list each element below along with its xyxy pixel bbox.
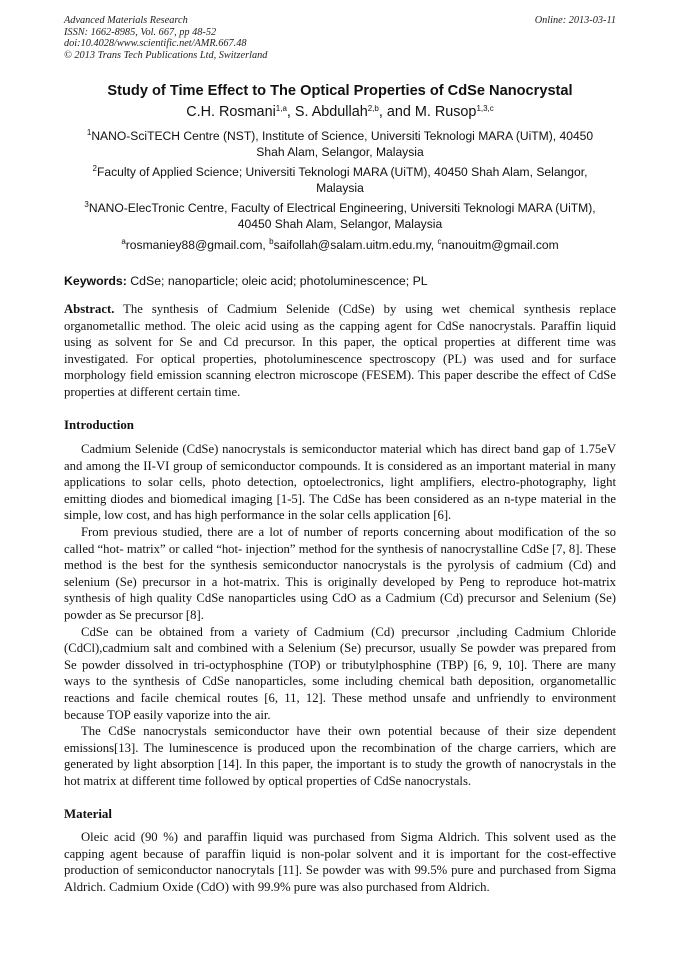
author-name: C.H. Rosmani	[186, 104, 276, 120]
introduction-paragraph: The CdSe nanocrystals semiconductor have their own potential because of their size dependent emissions[13]. The luminescence is produced upon the recombination of the charge carriers, which are generated by light absorption [14]. In this paper, the important is to study the growth of nanocrystals in the hot matrix at different time followed by optical properties of CdSe nanocrystals.	[64, 724, 616, 788]
affiliation-text: NANO-ElecTronic Centre, Faculty of Electrical Engineering, Universiti Teknologi MARA (UiTM),	[88, 201, 596, 215]
author-affiliation-marker: 1,a	[275, 104, 287, 113]
introduction-paragraph: Cadmium Selenide (CdSe) nanocrystals is semiconductor material which has direct band gap of 1.75eV and among the II-VI group of semiconductor compounds. It is considered as an important material in many applications to solar cells, photo detection, optoelectronics, light amplifiers, electro-photography, light emitting diodes and biomedical imaging [1-5]. The CdSe has been considered as an n-type material in the simple, low cost, and has high performance in the solar cells application [6].	[64, 442, 616, 523]
email-marker: c	[437, 237, 442, 246]
keywords-line	[64, 273, 616, 289]
doi-line: doi:10.4028/www.scientific.net/AMR.667.48	[64, 38, 247, 50]
copyright-line: © 2013 Trans Tech Publications Ltd, Switzerland	[64, 49, 268, 61]
affiliation-marker: 2	[92, 164, 97, 173]
affiliation-marker: 3	[84, 200, 89, 209]
introduction-paragraph: From previous studied, there are a lot of number of reports concerning about modification of the so called “hot- matrix” or called “hot- injection” method for the synthesis of nanocrystalline CdSe [7, 8]. These method is the best for the synthesis semiconductor nanocrystals is the pyrolysis of cadmium (Cd) and selenium (Se) precursor in a hot-matrix. This is originally developed by Peng to reproduce hot-matrix synthesis of high quality CdSe nanoparticles using CdO as a Cadmium (Cd) precursor and Selenium (Se) powder as Se precursor [8].	[64, 524, 616, 622]
journal-header	[64, 15, 616, 61]
author-name: S. Abdullah	[294, 104, 368, 120]
affiliation-text: Shah Alam, Selangor, Malaysia	[256, 145, 424, 160]
affiliation-marker: 1	[86, 128, 92, 137]
introduction-paragraph: CdSe can be obtained from a variety of Cadmium (Cd) precursor ,including Cadmium Chloride (CdCl),cadmium salt and combined with a Selenium (Se) precursor, usually Se powder was prepared from Se powder dissolved in tri-octyphosphine (TOP) or tributylphosphine (TBP) [6, 9, 10]. There are many ways to the synthesis of CdSe nanoparticles, some including chemical bath deposition, organometallic reactions and facile chemical routes [6, 11, 12]. These method unsafe and unfriendly to environment because TOP easily vaporize into the air.	[64, 624, 616, 722]
affiliation-text: 40450 Shah Alam, Selangor, Malaysia	[237, 217, 443, 232]
material-heading: Material	[64, 807, 112, 821]
material-paragraph: Oleic acid (90 %) and paraffin liquid was purchased from Sigma Aldrich. This solvent used as the capping agent because of paraffin liquid is non-polar solvent and it is important for the cost-effective production of semiconductor nanocrytals [11]. Se powder was with 99.5% pure and purchased from Sigma Aldrich. Cadmium Oxide (CdO) with 99.9% pure was also purchased from Aldrich.	[64, 830, 616, 894]
affiliation-text: Faculty of Applied Science; Universiti Teknologi MARA (UiTM), 40450 Shah Alam, Selangor,	[96, 165, 588, 179]
email-list	[64, 237, 616, 253]
affiliation-3	[64, 200, 616, 233]
abstract-text: The synthesis of Cadmium Selenide (CdSe) by using wet chemical synthesis replace organometallic method. The oleic acid using as the capping agent for CdSe nanocrystals. Paraffin liquid using as solvent for Se and Cd precursor. In this paper, the optical properties at different time was investigated. For optical properties, photoluminescence spectroscopy (PL) was used and for surface morphology field emission scanning electron microscope (FESEM). This paper describe the effect of CdSe properties at different certain time.	[64, 302, 616, 399]
author-affiliation-marker: 1,3,c	[476, 104, 494, 113]
author-separator: ,	[286, 104, 295, 120]
issn-line: ISSN: 1662-8985, Vol. 667, pp 48-52	[64, 26, 217, 38]
affiliation-1	[64, 128, 616, 161]
author-affiliation-marker: 2,b	[367, 104, 379, 113]
email-address: nanouitm@gmail.com	[441, 238, 559, 252]
email-address: saifollah@salam.uitm.edu.my,	[273, 238, 438, 252]
journal-name: Advanced Materials Research	[64, 15, 188, 26]
keywords-label: Keywords:	[64, 274, 127, 288]
introduction-heading: Introduction	[64, 418, 134, 432]
affiliation-text: NANO-SciTECH Centre (NST), Institute of Science, Universiti Teknologi MARA (UiTM), 40450	[91, 129, 594, 143]
email-marker: b	[269, 237, 274, 246]
author-list	[64, 103, 616, 121]
abstract-label: Abstract.	[64, 302, 115, 316]
introduction-section	[64, 441, 616, 789]
author-separator: , and	[378, 104, 415, 120]
material-section	[64, 829, 616, 895]
email-marker: a	[121, 237, 126, 246]
online-date: Online: 2013-03-11	[534, 15, 616, 26]
author-name: M. Rusop	[414, 104, 477, 120]
email-address: rosmaniey88@gmail.com,	[125, 238, 270, 252]
keywords-text: CdSe; nanoparticle; oleic acid; photoluminescence; PL	[126, 274, 428, 288]
abstract-section	[64, 301, 616, 401]
affiliation-text: Malaysia	[316, 181, 364, 196]
paper-title: Study of Time Effect to The Optical Properties of CdSe Nanocrystal	[107, 83, 573, 99]
affiliation-2	[64, 164, 616, 197]
